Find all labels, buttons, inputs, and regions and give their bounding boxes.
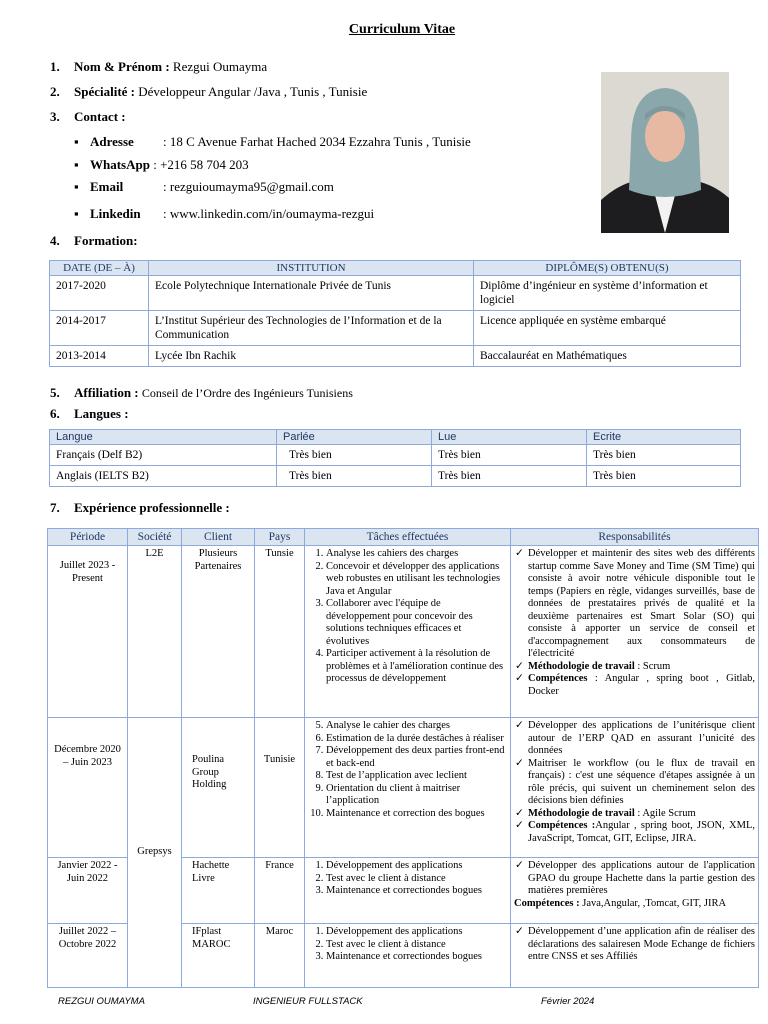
table-row: Français (Delf B2) Très bien Très bien Très bien [50, 445, 741, 466]
profile-photo [601, 72, 729, 233]
contact-linkedin: ▪ Linkedin : www.linkedin.com/in/oumayma-rezgui [74, 206, 375, 221]
table-row: Anglais (IELTS B2) Très bien Très bien Très bien [50, 466, 741, 487]
footer-date: Février 2024 [541, 996, 595, 1007]
contact-adresse: ▪ Adresse : 18 C Avenue Farhat Hached 2034 Ezzahra Tunis , Tunisie [74, 134, 471, 149]
name-value: Rezgui Oumayma [172, 59, 268, 74]
section-formation: 4. Formation: [50, 233, 138, 248]
langues-table [49, 429, 741, 487]
contact-whatsapp: ▪ WhatsApp : +216 58 704 203 [74, 157, 249, 172]
table-header-row: Langue Parlée Lue Ecrite [50, 430, 741, 445]
specialite-value: Développeur Angular /Java , Tunis , Tunisie [138, 84, 368, 99]
footer-role: INGENIEUR FULLSTACK [253, 996, 363, 1007]
section-contact: 3. Contact : [50, 109, 126, 124]
table-row: 2014-2017 L’Institut Supérieur des Technologies de l’Information et de la Communication Licence appliquée en système embarqué [50, 311, 741, 346]
table-row: Janvier 2022 - Juin 2022 Hachette Livre France 1. Développement des applications 2. Test avec le client à distance 3. Maintenance et correctiondes bogues ✓ Développer des applications autour de l'application GPAO du groupe Hachette dans la partie gestion des matières premières Compétences : Java,Angular, ,Tomcat, GIT, JIRA [48, 858, 759, 924]
table-row: 2017-2020 Ecole Polytechnique Internationale Privée de Tunis Diplôme d’ingénieur en système d’information et logiciel [50, 276, 741, 311]
societe-grepsys: Grepsys [128, 718, 182, 988]
section-specialite: 2. Spécialité : Développeur Angular /Java , Tunis , Tunisie [50, 84, 368, 99]
table-row: 2013-2014 Lycée Ibn Rachik Baccalauréat en Mathématiques [50, 346, 741, 367]
section-experience: 7. Expérience professionnelle : [50, 500, 230, 515]
table-row: Décembre 2020 – Juin 2023 Grepsys Poulina Group Holding Tunisie 5. Analyse le cahier des charges 6. Estimation de la durée destâches à réaliser 7. Développement des deux parties front-end et back-end 8. Test de l’application avec leclient 9. Orientation du client à maitriser l’application 10. Maintenance et correction des bogues ✓ Développer des applications de l’unitérisque client autour de l’ERP QAD en assurant l’unicité des données ✓ Maitriser le workflow (ou le flux de travail en français) : c'est une séquence d'étapes assignée à un rôle précis, qui suivent un cheminement selon des décisions bien définies ✓ Méthodologie de travail : Agile Scrum ✓ Compétences :Angular , spring boot, JSON, XML, JavaScript, Tomcat, GIT, Eclipse, JIRA. [48, 718, 759, 858]
section-name: 1. Nom & Prénom : Rezgui Oumayma [50, 59, 268, 74]
document-title: Curriculum Vitae [348, 22, 456, 37]
email-link[interactable]: : rezguioumayma95@gmail.com [163, 179, 334, 194]
experience-table [47, 528, 759, 988]
linkedin-link[interactable]: : www.linkedin.com/in/oumayma-rezgui [163, 206, 375, 221]
section-langues: 6. Langues : [50, 406, 129, 421]
table-header-row: Période Société Client Pays Tâches effectuées Responsabilités [48, 529, 759, 546]
contact-email: ▪ Email : rezguioumayma95@gmail.com [74, 179, 334, 194]
formation-table [49, 260, 741, 367]
table-row: Juillet 2023 - Present L2E Plusieurs Partenaires Tunsie 1. Analyse les cahiers des charges 2. Concevoir et développer des applications web robustes en utilisant les technologies Java et Angular 3. Collaborer avec l'équipe de développement pour concevoir des solutions techniques efficaces et évolutives 4. Participer activement à la résolution de problèmes et à l'amélioration continue des processus de développement ✓ Développer et maintenir des sites web des différents startup comme Save Money and Time (SM Time) qui consiste à avoir notre véhicule disponible tout le temps (Papiers en règle, vidanges surveillés, base de données de prestataires privés de qualité et la deuxième partenaires est Smart Solar (SO) qui consiste à apporter un service de conseil et d'accompagnement aux consommateurs de l'électricité ✓ Méthodologie de travail : Scrum ✓ Compétences : Angular , spring boot , Gitlab, Docker [48, 546, 759, 718]
table-header-row: DATE (DE – À) INSTITUTION DIPLÔME(S) OBTENU(S) [50, 261, 741, 276]
section-affiliation: 5. Affiliation : Conseil de l’Ordre des Ingénieurs Tunisiens [50, 385, 353, 400]
footer-name: REZGUI OUMAYMA [58, 996, 145, 1007]
table-row: Juillet 2022 – Octobre 2022 IFplast MAROC Maroc 1. Développement des applications 2. Test avec le client à distance 3. Maintenance et correctiondes bogues ✓ Développement d’une application afin de réaliser des déclarations des salairesen Mode Echange de fichiers entre CNSS et ses Affiliés [48, 924, 759, 988]
